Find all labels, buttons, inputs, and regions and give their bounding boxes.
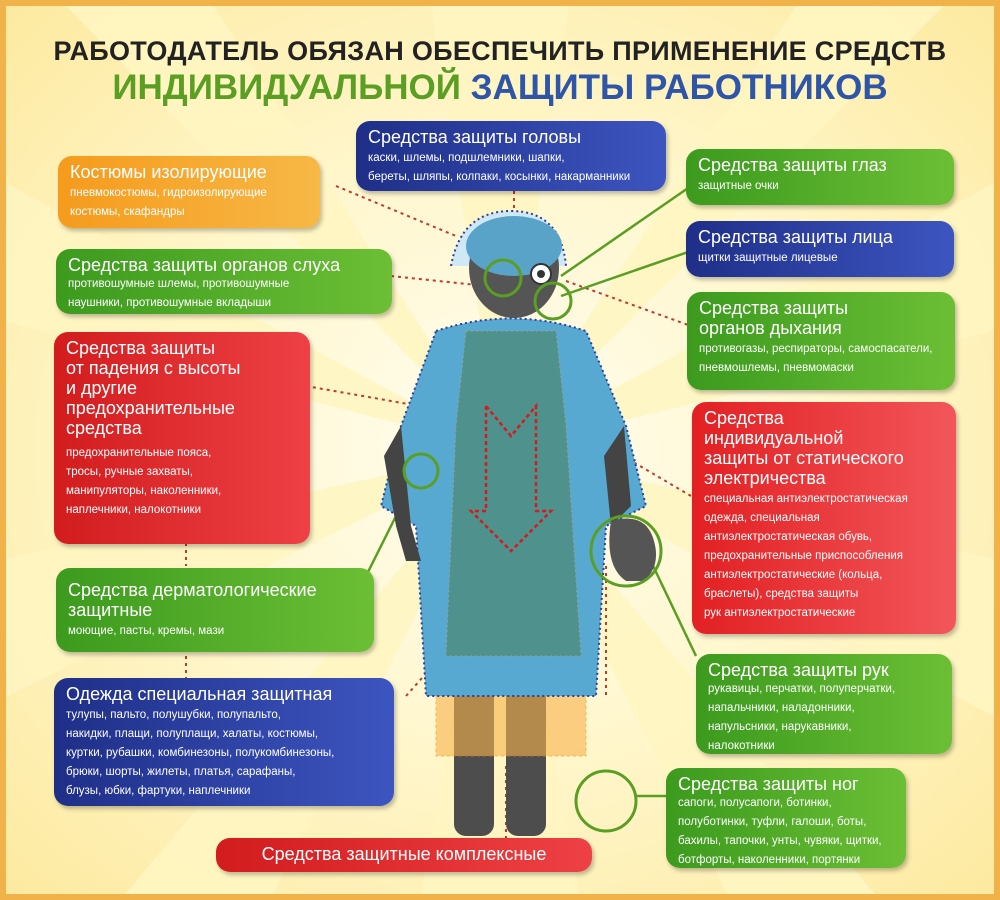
fall-protection-line2: тросы, ручные захваты, [66,466,193,478]
special-clothing-box [54,678,394,806]
breathing-protection-title1: Средства защиты [699,298,849,318]
breathing-protection-line1: противогазы, респираторы, самоспасатели, [699,343,933,355]
head-protection-line1: каски, шлемы, подшлемники, шапки, [368,152,565,164]
isolating-suits-title: Костюмы изолирующие [70,162,267,182]
foot-protection-box [666,768,906,868]
foot-protection-line4: ботфорты, наколенники, портянки [678,854,861,866]
head-protection-title: Средства защиты головы [368,127,582,147]
static-protection-line1: специальная антиэлектростатическая [704,493,908,505]
fall-protection-box [54,332,310,544]
fall-protection-title1: Средства защиты [66,338,216,358]
complex-protection-title: Средства защитные комплексные [261,844,547,864]
hand-protection-title: Средства защиты рук [708,660,889,680]
face-protection-title: Средства защиты лица [698,227,893,247]
isolating-suits-line1: пневмокостюмы, гидроизолирующие [70,187,267,199]
eye-protection-box [686,149,954,205]
breathing-protection-box [687,292,955,390]
special-clothing-line4: брюки, шорты, жилеты, платья, сарафаны, [66,766,296,778]
dermatological-title2: защитные [68,600,153,620]
hand-protection-line4: налокотники [708,740,775,752]
poster-title-green: ИНДИВИДУАЛЬНОЙ [112,68,461,107]
static-protection-title1: Средства [704,408,784,428]
fall-protection-title2: от падения с высоты [66,358,241,378]
fall-protection-title5: средства [66,418,142,438]
hearing-protection-line2: наушники, противошумные вкладыши [68,297,272,309]
poster-title-blue: ЗАЩИТЫ РАБОТНИКОВ [470,68,888,107]
static-protection-box [692,402,956,634]
head-protection-box [356,121,666,191]
static-protection-line5: антиэлектростатические (кольца, [704,569,883,581]
head-protection-line2: береты, шляпы, колпаки, косынки, накарманники [368,171,631,183]
special-clothing-title: Одежда специальная защитная [66,684,333,704]
static-protection-title4: электричества [704,468,826,488]
foot-protection-line1: сапоги, полусапоги, ботинки, [678,797,832,809]
dermatological-box [56,568,374,652]
hand-protection-box [696,654,952,754]
breathing-protection-line2: пневмошлемы, пневмомаски [699,362,854,374]
fall-protection-title4: предохранительные [66,398,235,418]
face-protection-box [686,221,954,277]
special-clothing-line3: куртки, рубашки, комбинезоны, полукомбинезоны, [66,747,335,759]
face-protection-line1: щитки защитные лицевые [698,252,838,264]
foot-protection-line2: полуботинки, туфли, галоши, боты, [678,816,867,828]
isolating-suits-line2: костюмы, скафандры [70,206,185,218]
special-clothing-line5: блузы, юбки, фартуки, наплечники [66,785,251,797]
hand-protection-line1: рукавицы, перчатки, полуперчатки, [708,683,896,695]
static-protection-title3: защиты от статического [704,448,904,468]
hearing-protection-box [56,249,392,314]
eye-protection-line1: защитные очки [698,180,779,192]
hearing-protection-title: Средства защиты органов слуха [68,255,341,275]
special-clothing-line1: тулупы, пальто, полушубки, полупальто, [66,709,281,721]
static-protection-line3: антиэлектростатическая обувь, [704,531,873,543]
dermatological-line1: моющие, пасты, кремы, мази [68,625,225,637]
hearing-protection-line1: противошумные шлемы, противошумные [68,278,290,290]
static-protection-line6: браслеты), средства защиты [704,588,859,600]
fall-protection-title3: и другие [66,378,137,398]
hand-protection-line3: напульсники, нарукавники, [708,721,852,733]
poster-title-line1: РАБОТОДАТЕЛЬ ОБЯЗАН ОБЕСПЕЧИТЬ ПРИМЕНЕНИЕ СРЕДСТВ [53,36,947,66]
special-clothing-line2: накидки, плащи, полуплащи, халаты, костюмы, [66,728,319,740]
fall-protection-line3: манипуляторы, наколенники, [66,485,222,497]
hand-protection-line2: напальчники, наладонники, [708,702,855,714]
fall-protection-line1: предохранительные пояса, [66,447,212,459]
static-protection-line2: одежда, специальная [704,512,820,524]
breathing-protection-title2: органов дыхания [699,318,842,338]
fall-protection-line4: наплечники, налокотники [66,504,202,516]
complex-protection-box [216,838,592,872]
static-protection-line4: предохранительные приспособления [704,550,903,562]
foot-protection-title: Средства защиты ног [678,774,859,794]
static-protection-line7: рук антиэлектростатические [704,607,856,619]
static-protection-title2: индивидуальной [704,428,844,448]
foot-protection-line3: бахилы, тапочки, унты, чувяки, щитки, [678,835,882,847]
isolating-suits-box [58,156,320,228]
eye-protection-title: Средства защиты глаз [698,155,887,175]
dermatological-title1: Средства дерматологические [68,580,317,600]
